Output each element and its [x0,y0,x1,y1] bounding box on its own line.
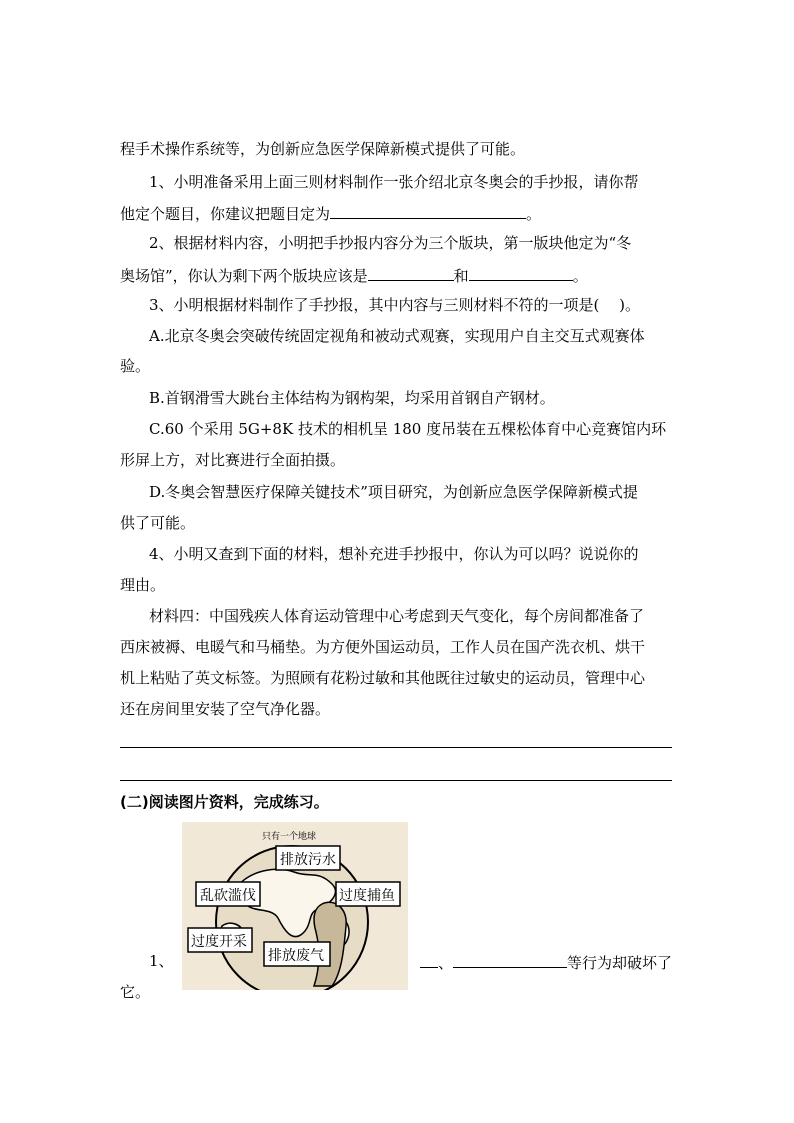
punctuation: 。 [572,267,588,285]
passage-line: 程手术操作系统等，为创新应急医学保障新模式提供了可能。 [120,140,526,158]
answer-blank-section-2[interactable] [469,264,573,281]
punctuation: 。 [526,205,542,223]
question-tail: 等行为却破坏了 [567,954,673,972]
label-text: 排放废气 [268,948,324,964]
label-text: 乱砍滥伐 [200,888,256,904]
image-heading: 只有一个地球 [262,832,317,842]
section-2-question-1-number: 1、 [149,952,174,970]
answer-blank-section-1[interactable] [368,264,454,281]
answer-blank-behavior-1[interactable] [420,951,438,968]
material-4-line-2: 西床被褥、电暖气和马桶垫。为方便外国运动员，工作人员在国产洗衣机、烘干 [120,638,646,656]
answer-line-1[interactable] [120,747,672,748]
question-2-line-2 [120,264,588,286]
answer-blank-title[interactable] [330,202,526,219]
answer-blank-behavior-2[interactable] [453,951,567,968]
answer-line-2[interactable] [120,780,672,781]
question-4-line-1: 4、小明又查到下面的材料，想补充进手抄报中，你认为可以吗？说说你的 [149,545,639,563]
option-b: B.首钢滑雪大跳台主体结构为钢构架，均采用首钢自产钢材。 [149,389,555,407]
label-text: 过度开采 [191,934,247,950]
option-d-line-1: D.冬奥会智慧医疗保障关键技术”项目研究，为创新应急医学保障新模式提 [149,483,638,501]
option-c-line-2: 形屏上方，对比赛进行全面拍摄。 [120,451,346,469]
question-1-line-1: 1、小明准备采用上面三则材料制作一张介绍北京冬奥会的手抄报，请你帮 [149,173,639,191]
conjunction: 和 [453,267,469,285]
separator: 、 [438,954,454,972]
label-text: 过度捕鱼 [339,888,395,904]
question-1-text: 他定个题目，你建议把题目定为 [120,205,331,223]
question-3: 3、小明根据材料制作了手抄报，其中内容与三则材料不符的一项是( )。 [149,296,641,314]
question-2-line-1: 2、根据材料内容，小明把手抄报内容分为三个版块，第一版块他定为“冬 [149,234,632,252]
section-2-title: (二)阅读图片资料，完成练习。 [120,793,329,811]
material-4-line-4: 还在房间里安装了空气净化器。 [120,700,331,718]
material-4-line-3: 机上粘贴了英文标签。为照顾有花粉过敏和其他既往过敏史的运动员，管理中心 [120,669,646,687]
option-a-line-2: 验。 [120,357,151,375]
section-2-question-1-line-2: 它。 [120,983,151,1001]
option-c-line-1: C.60 个采用 5G+8K 技术的相机呈 180 度吊装在五棵松体育中心竞赛馆内环 [149,420,667,438]
material-4-line-1: 材料四：中国残疾人体育运动管理中心考虑到天气变化，每个房间都准备了 [149,607,645,625]
section-2-question-1 [420,951,672,973]
question-4-line-2: 理由。 [120,576,166,594]
label-text: 排放污水 [280,852,336,868]
earth-illustration [182,822,408,990]
option-a-line-1: A.北京冬奥会突破传统固定视角和被动式观赛，实现用户自主交互式观赛体 [149,327,645,345]
question-1-line-2 [120,202,541,224]
question-2-text: 奥场馆”，你认为剩下两个版块应该是 [120,267,368,285]
option-d-line-2: 供了可能。 [120,514,196,532]
